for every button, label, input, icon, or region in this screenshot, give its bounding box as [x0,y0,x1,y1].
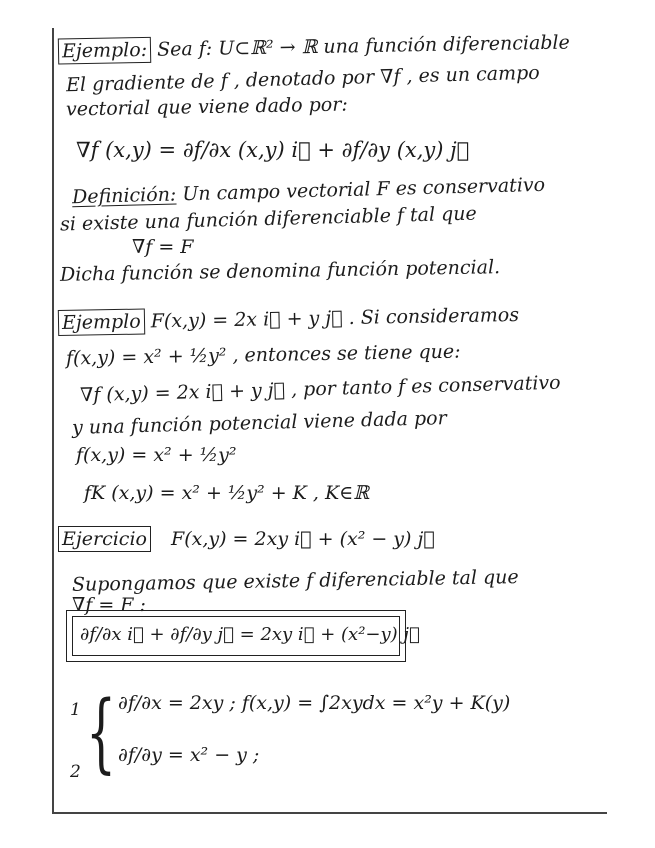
text-line: f(x,y) = x² + ½y² , entonces se tiene que: [65,340,461,370]
potential-family: fK (x,y) = x² + ½y² + K , K∈ℝ [84,482,370,504]
bottom-margin-line [52,812,607,814]
exercise-field: F(x,y) = 2xy i⃗ + (x² − y) j⃗ [171,528,435,550]
example-heading-line [58,31,570,63]
definition-label: Definición: [71,183,177,209]
equation-number: 2 [70,762,81,782]
example-intro-text: Sea f: U⊂ℝ² → ℝ una función diferenciable [156,31,570,61]
text-line: si existe una función diferenciable f tal que [59,202,478,236]
text-line: y una función potencial viene dada por [71,407,447,439]
text-line: El gradiente de f , denotado por ∇f , es un campo [65,61,540,97]
gradient-equals-field: ∇f = F : [72,594,146,616]
boxed-equation: ∂f/∂x i⃗ + ∂f/∂y j⃗ = 2xy i⃗ + (x²−y) j⃗ [80,624,420,645]
text-line: vectorial que viene dado por: [65,93,348,121]
conservative-equation: ∇f = F [132,236,194,258]
example-label: Ejemplo: [58,37,152,65]
exercise-heading-line [58,530,435,549]
example2-text: F(x,y) = 2x i⃗ + y j⃗ . Si consideramos [150,303,520,333]
text-line: ∇f (x,y) = 2x i⃗ + y j⃗ , por tanto f es conservativo [79,371,561,407]
system-brace: { [86,683,117,783]
text-line: Supongamos que existe f diferenciable tal que [71,566,519,596]
definition-text: Un campo vectorial F es conservativo [182,173,546,206]
example2-label: Ejemplo [58,309,145,337]
equation-number: 1 [70,700,81,720]
gradient-formula: ∇f (x,y) = ∂f/∂x (x,y) i⃗ + ∂f/∂y (x,y) j⃗ [76,138,470,162]
text-line: Dicha función se denomina función potencial. [59,256,501,286]
example2-heading-line [58,303,520,334]
potential-function: f(x,y) = x² + ½y² [76,444,237,466]
exercise-label: Ejercicio [58,526,151,552]
system-equation-2: ∂f/∂y = x² − y ; [118,744,260,766]
left-margin-line [52,28,54,813]
system-equation-1: ∂f/∂x = 2xy ; f(x,y) = ∫2xydx = x²y + K(y) [118,692,511,714]
